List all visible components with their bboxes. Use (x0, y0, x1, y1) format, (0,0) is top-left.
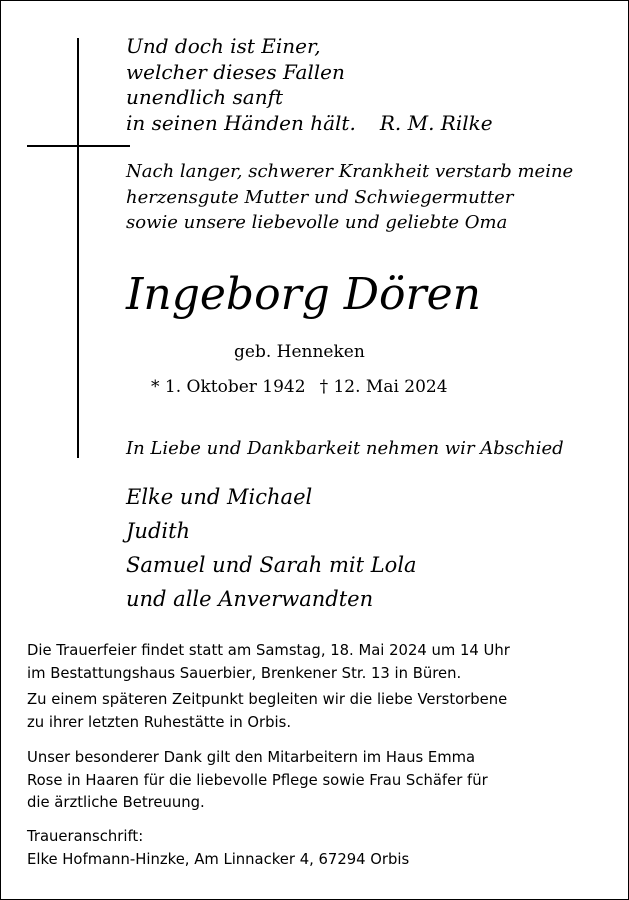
quote-line: Und doch ist Einer, (126, 34, 321, 58)
notice-line: Rose in Haaren für die liebevolle Pflege sowie Frau Schäfer für (27, 771, 488, 789)
intro-text (126, 159, 573, 236)
family-list (126, 480, 417, 616)
notice-line: Die Trauerfeier findet statt am Samstag, 18. Mai 2024 um 14 Uhr (27, 642, 510, 659)
intro-line: Nach langer, schwerer Krankheit verstarb meine (126, 161, 574, 182)
farewell-text: In Liebe und Dankbarkeit nehmen wir Abschied (126, 438, 564, 459)
rilke-quote (126, 34, 493, 136)
family-member: Samuel und Sarah mit Lola (126, 553, 417, 577)
intro-line: sowie unsere liebevolle und geliebte Oma (126, 212, 508, 233)
notice-line: im Bestattungshaus Sauerbier, Brenkener Str. 13 in Büren. (27, 664, 462, 682)
notice-line: zu ihrer letzten Ruhestätte in Orbis. (27, 713, 292, 731)
deceased-name: Ingeborg Dören (126, 269, 481, 320)
intro-line: herzensgute Mutter und Schwiegermutter (126, 186, 514, 208)
quote-line: welcher dieses Fallen (126, 59, 345, 84)
quote-line: in seinen Händen hält. (126, 110, 356, 135)
notice-line: Unser besonderer Dank gilt den Mitarbeitern im Haus Emma (27, 749, 476, 766)
death-date: † 12. Mai 2024 (319, 377, 448, 397)
notice-line: die ärztliche Betreuung. (27, 794, 205, 811)
burial-notice (27, 689, 507, 734)
maiden-name: geb. Henneken (234, 342, 365, 362)
family-member: Judith (126, 519, 191, 543)
quote-author: R. M. Rilke (379, 110, 493, 135)
thanks-notice (27, 747, 488, 815)
family-member: Elke und Michael (126, 485, 313, 509)
address-line: Elke Hofmann-Hinzke, Am Linnacker 4, 67294 Orbis (27, 850, 410, 868)
notice-line: Zu einem späteren Zeitpunkt begleiten wir die liebe Verstorbene (27, 691, 508, 708)
mourning-address (27, 826, 409, 871)
address-label: Traueranschrift: (27, 828, 144, 845)
funeral-notice (27, 640, 510, 685)
family-member: und alle Anverwandten (126, 587, 374, 611)
life-dates (151, 375, 448, 399)
birth-date: * 1. Oktober 1942 (151, 377, 306, 397)
cross-icon-bar (27, 145, 130, 147)
cross-icon (77, 38, 79, 458)
quote-line: unendlich sanft (126, 85, 284, 109)
